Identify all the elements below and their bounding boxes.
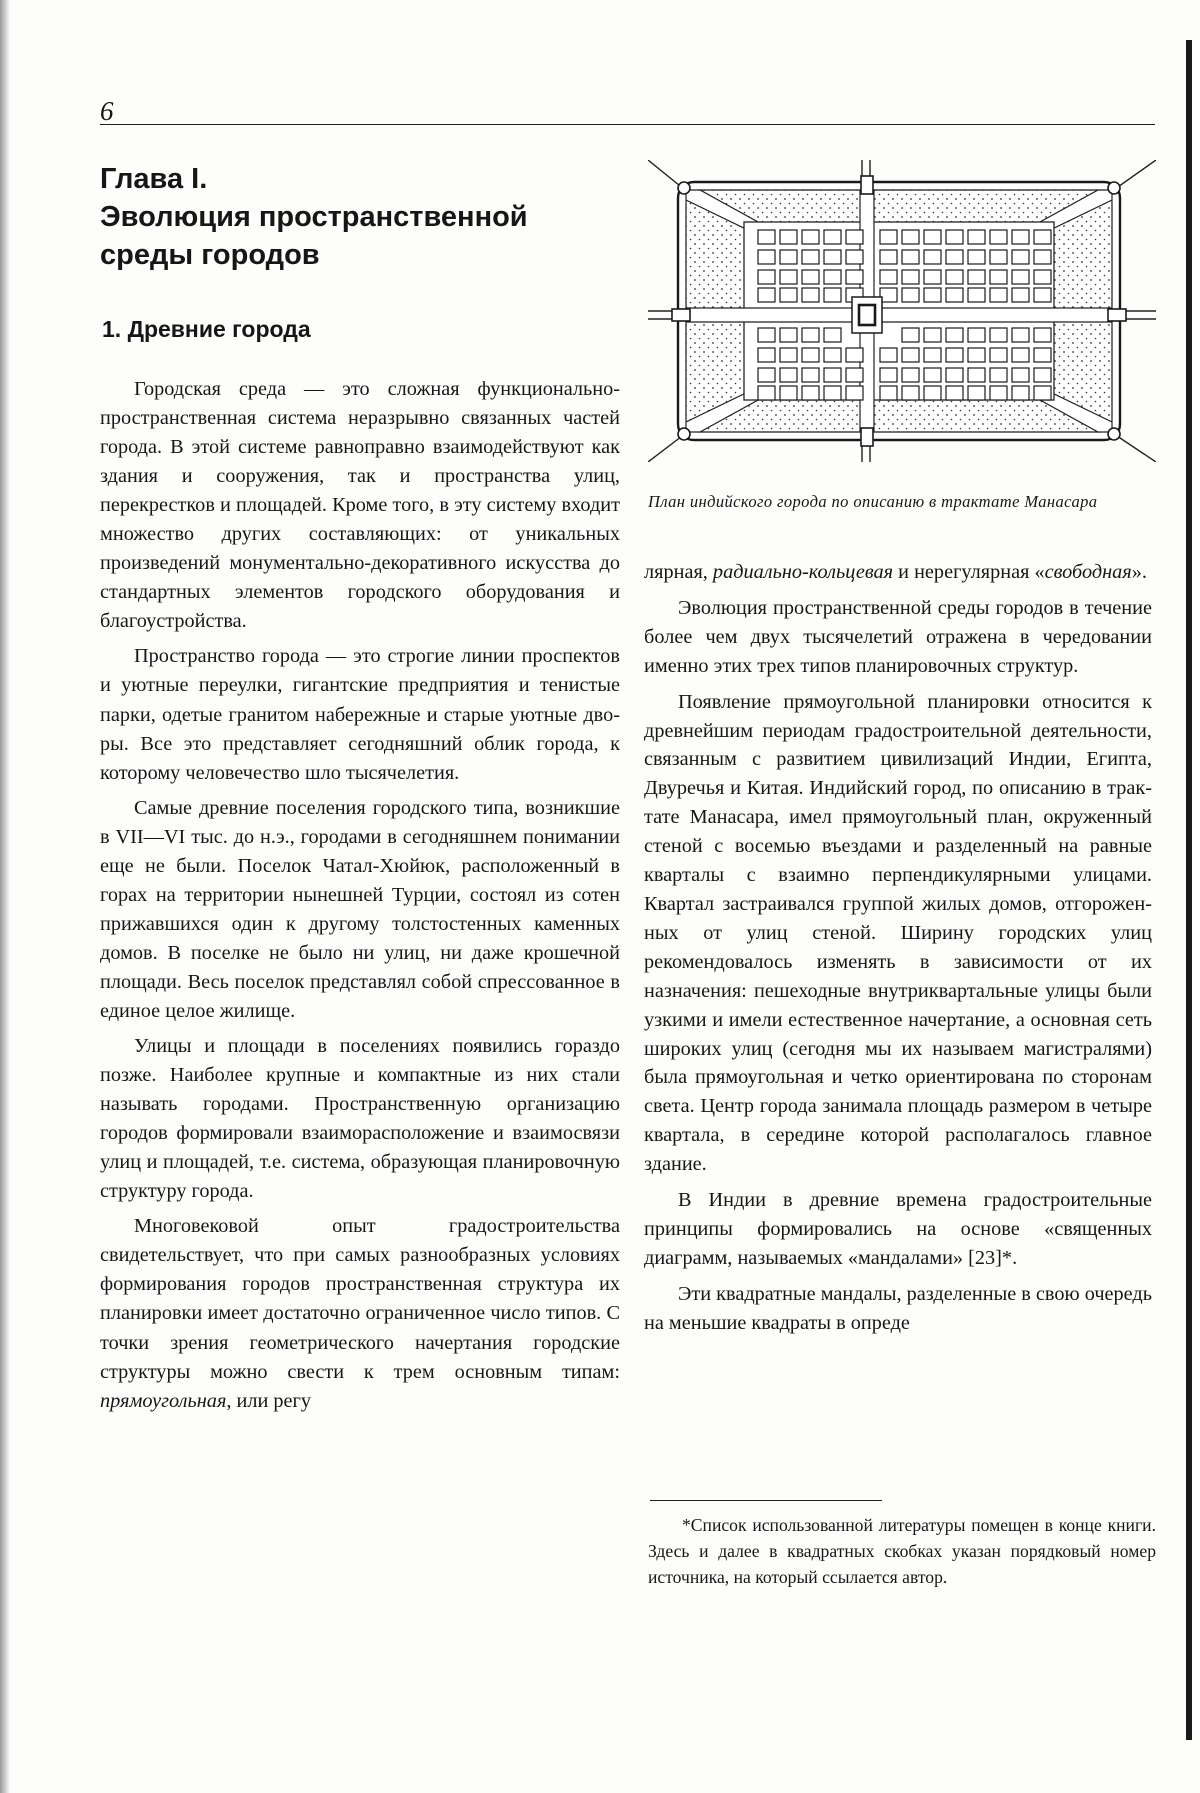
- city-block: [758, 328, 775, 342]
- section-title: 1. Древние города: [102, 316, 311, 342]
- city-block: [824, 288, 841, 302]
- city-block: [758, 270, 775, 284]
- city-block: [802, 230, 819, 244]
- right-body-text: [644, 558, 1152, 1338]
- city-block: [968, 288, 985, 302]
- city-block: [990, 288, 1007, 302]
- page-edge-shadow: [0, 0, 10, 1793]
- city-block: [802, 386, 819, 400]
- city-block: [902, 270, 919, 284]
- term-free: свободная: [1044, 561, 1132, 583]
- city-block: [924, 368, 941, 382]
- city-block: [880, 386, 897, 400]
- paragraph: Появление прямоугольной планировки относится к древнейшим периодам градостроительной деятельности, связанным с развитием цивилизаций Индии, Египта, Двуречья и Китая. Индийский город, по описанию в трактате Манасара, имел прямоугольный план, окруженный стеной с восемью въездами и разделенный на равные кварталы с взаимно перпендикулярными улицами. Квартал застраивался группой жилых домов, отгороженных от улиц стеной. Ширину городских улиц рекомендовалось изменять в зависимости от их назначения: пешеходные внутриквартальные улицы были узкими и имели естественное начертание, а основная сеть широких улиц (сегодня мы их называем магистралями) была прямоугольная и четко ориентирована по сторонам света. Центр города занимала площадь размером в четыре квартала, в середине которой располагалось главное здание.: [644, 690, 1152, 1176]
- city-block: [824, 270, 841, 284]
- city-block: [902, 386, 919, 400]
- city-block: [990, 386, 1007, 400]
- city-block: [802, 270, 819, 284]
- city-block: [780, 328, 797, 342]
- paragraph: Эволюция пространственной среды городов в течение более чем двух тысячелетий отражена в чередовании именно этих трех типов планировочных структур.: [644, 596, 1152, 677]
- city-block: [802, 328, 819, 342]
- paragraph-text: , или регу: [226, 1389, 312, 1412]
- left-body-text: [100, 375, 620, 1416]
- city-block: [924, 230, 941, 244]
- city-block: [990, 328, 1007, 342]
- term-rectangular: прямоугольная: [100, 1389, 227, 1412]
- city-block: [780, 288, 797, 302]
- city-block: [1012, 328, 1029, 342]
- city-block: [758, 386, 775, 400]
- city-block: [946, 368, 963, 382]
- city-block: [946, 270, 963, 284]
- paragraph-text: Многовековой опыт градостроительства свидетельствует, что при самых разнообразных условиях формирования городов пространственная структура их планировки имеет достаточно ограниченное число типов. С точки зрения геометрического начертания городские структуры можно свести к трем основным типам:: [100, 1215, 620, 1383]
- paragraph-continued: [644, 558, 1152, 587]
- paragraph: Самые древние поселения городского типа, возникшие в VII—VI тыс. до н.э., городами в сегодняшнем понимании еще не были. Поселок Чатал-Хюйюк, расположенный в горах на территории нынешней Турции, состоял из сотен прижавшихся один к другому толстостенных каменных домов. В поселке не было ни улиц, ни даже крошечной площади. Весь поселок представлял собой спрессованное в единое целое жилище.: [100, 796, 620, 1022]
- city-block: [758, 348, 775, 362]
- city-block: [1012, 250, 1029, 264]
- city-block: [990, 250, 1007, 264]
- city-block: [990, 368, 1007, 382]
- city-block: [780, 348, 797, 362]
- city-block: [846, 368, 863, 382]
- city-block: [802, 348, 819, 362]
- city-block: [1034, 250, 1051, 264]
- city-plan-diagram: [648, 160, 1156, 462]
- city-block: [1034, 328, 1051, 342]
- term-radial-ring: радиально-кольцевая: [712, 561, 894, 583]
- city-block: [758, 368, 775, 382]
- city-block: [968, 230, 985, 244]
- chapter-title: Глава I.: [100, 163, 208, 195]
- city-block: [824, 250, 841, 264]
- city-block: [968, 368, 985, 382]
- city-block: [1012, 230, 1029, 244]
- city-block: [846, 250, 863, 264]
- city-block: [846, 386, 863, 400]
- city-block: [924, 328, 941, 342]
- paragraph: В Индии в древние времена градостроительные принципы формировались на основе «священных диаграмм, называемых «мандалами» [23]*.: [644, 1189, 1152, 1269]
- city-block: [946, 230, 963, 244]
- city-block: [880, 270, 897, 284]
- city-block: [846, 230, 863, 244]
- city-block: [780, 270, 797, 284]
- city-block: [968, 386, 985, 400]
- figure-caption: План индийского города по описанию в трактате Манасара: [648, 492, 1098, 511]
- chapter-subtitle-line1: Эволюция пространственной: [100, 201, 528, 233]
- city-block: [1012, 348, 1029, 362]
- city-block: [758, 230, 775, 244]
- left-column: [100, 160, 620, 1416]
- city-block: [968, 270, 985, 284]
- city-block: [990, 230, 1007, 244]
- city-block: [990, 270, 1007, 284]
- city-block: [802, 288, 819, 302]
- city-block: [946, 328, 963, 342]
- city-block: [946, 348, 963, 362]
- city-block: [946, 288, 963, 302]
- city-block: [902, 348, 919, 362]
- paragraph-text: и нерегулярная «: [893, 561, 1045, 583]
- city-block: [780, 250, 797, 264]
- city-block: [924, 288, 941, 302]
- right-column: [644, 558, 1152, 1338]
- city-block: [946, 250, 963, 264]
- city-plan-figure: [648, 160, 1156, 462]
- city-block: [846, 270, 863, 284]
- header-rule: [100, 124, 1155, 125]
- city-block: [1034, 348, 1051, 362]
- city-block: [802, 368, 819, 382]
- city-block: [880, 230, 897, 244]
- city-block: [846, 348, 863, 362]
- city-block: [824, 328, 841, 342]
- city-block: [990, 348, 1007, 362]
- city-block: [824, 348, 841, 362]
- city-block: [1012, 386, 1029, 400]
- paragraph-text: лярная,: [644, 561, 713, 583]
- paragraph: Эти квадратные мандалы, разделенные в свою очередь на меньшие квадраты в опреде: [644, 1282, 1152, 1334]
- city-block: [1034, 230, 1051, 244]
- city-block: [968, 328, 985, 342]
- paragraph: Пространство города — это строгие линии проспектов и уютные переулки, гигантские предприятия и тенистые парки, одетые гранитом набережные и старые уютные дворы. Все это представляет сегодняшний облик города, к которому человечество шло тысячелетия.: [100, 645, 620, 784]
- chapter-subtitle-line2: среды городов: [100, 239, 320, 271]
- city-block: [924, 386, 941, 400]
- city-block: [824, 230, 841, 244]
- city-block: [780, 368, 797, 382]
- city-block: [968, 348, 985, 362]
- city-block: [924, 250, 941, 264]
- city-block: [824, 368, 841, 382]
- city-block: [758, 250, 775, 264]
- city-block: [802, 250, 819, 264]
- footnote: *Список использованной литературы помещен в конце книги. Здесь и далее в квадратных скобках указан порядковый номер источника, на который ссылается автор.: [648, 1515, 1156, 1587]
- paragraph: Городская среда — это сложная функционально-пространственная система неразрывно связанных частей города. В этой системе равноправно взаимодействуют как здания и сооружения, так и пространства улиц, перекрестков и площадей. Кроме того, в эту систему входит множество других составляющих: от уникальных произведений монументально-декоративного искусства до стандартных элементов городского оборудования и благоустройства.: [100, 378, 620, 633]
- city-block: [902, 250, 919, 264]
- paragraph: Улицы и площади в поселениях появились гораздо позже. Наиболее крупные и компактные из них стали называть городами. Пространственную организацию городов формировали взаиморасположение и взаимосвязи улиц и площадей, т.е. система, образующая планировочную структуру города.: [100, 1035, 620, 1203]
- paragraph-text: ».: [1131, 561, 1147, 583]
- city-block: [924, 348, 941, 362]
- city-block: [902, 230, 919, 244]
- city-block: [880, 368, 897, 382]
- city-block: [880, 250, 897, 264]
- city-block: [1012, 368, 1029, 382]
- city-block: [880, 348, 897, 362]
- page-number: 6: [100, 96, 114, 126]
- footnote-rule: [650, 1500, 882, 1501]
- city-block: [902, 288, 919, 302]
- city-block: [902, 368, 919, 382]
- city-block: [968, 250, 985, 264]
- city-block: [780, 230, 797, 244]
- city-block: [946, 386, 963, 400]
- city-block: [1012, 288, 1029, 302]
- city-block: [902, 328, 919, 342]
- city-block: [1034, 368, 1051, 382]
- city-block: [1012, 270, 1029, 284]
- paragraph-planning-types: [100, 1212, 620, 1415]
- city-block: [1034, 270, 1051, 284]
- city-block: [1034, 288, 1051, 302]
- city-block: [780, 386, 797, 400]
- city-block: [758, 288, 775, 302]
- scan-spine-bar: [1186, 40, 1192, 1740]
- city-block: [1034, 386, 1051, 400]
- city-block: [924, 270, 941, 284]
- city-block: [824, 386, 841, 400]
